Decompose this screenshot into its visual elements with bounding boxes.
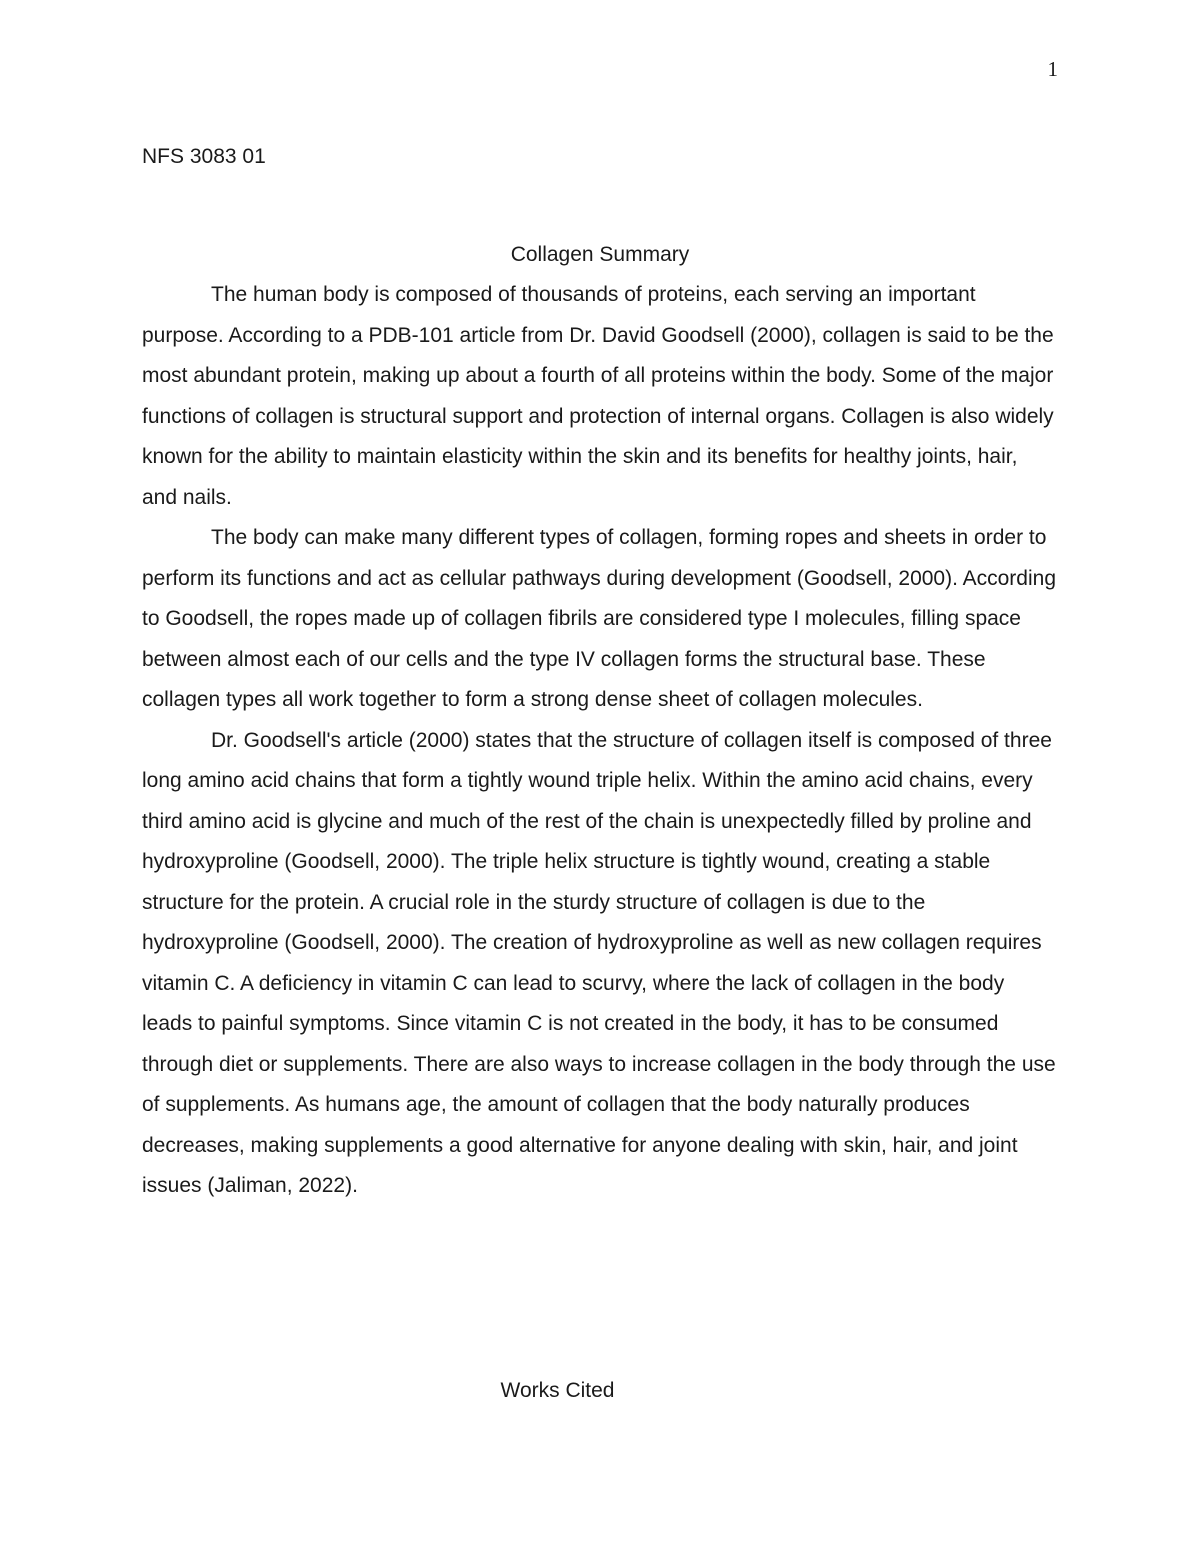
page-number: 1	[1047, 57, 1058, 81]
paragraph: The body can make many different types of collagen, forming ropes and sheets in order to perform its functions and act as cellular pathways during development (Goodsell, 2000). According to Goodsell, the ropes made up of collagen fibrils are considered type I molecules, filling space between almost each of our cells and the type IV collagen forms the structural base. These collagen types all work together to form a strong dense sheet of collagen molecules.	[142, 526, 1056, 711]
works-cited-heading: Works Cited	[500, 1379, 615, 1402]
paragraph: Dr. Goodsell's article (2000) states that the structure of collagen itself is composed of three long amino acid chains that form a tightly wound triple helix. Within the amino acid chains, every third amino acid is glycine and much of the rest of the chain is unexpectedly filled by proline and hydroxyproline (Goodsell, 2000). The triple helix structure is tightly wound, creating a stable structure for the protein. A crucial role in the sturdy structure of collagen is due to the hydroxyproline (Goodsell, 2000). The creation of hydroxyproline as well as new collagen requires vitamin C. A deficiency in vitamin C can lead to scurvy, where the lack of collagen in the body leads to painful symptoms. Since vitamin C is not created in the body, it has to be consumed through diet or supplements. There are also ways to increase collagen in the body through the use of supplements. As humans age, the amount of collagen that the body naturally produces decreases, making supplements a good alternative for anyone dealing with skin, hair, and joint issues (Jaliman, 2022).	[142, 728, 1056, 1197]
paragraph: The human body is composed of thousands of proteins, each serving an important purpose. According to a PDB-101 article from Dr. David Goodsell (2000), collagen is said to be the most abundant protein, making up about a fourth of all proteins within the body. Some of the major functions of collagen is structural support and protection of internal organs. Collagen is also widely known for the ability to maintain elasticity within the skin and its benefits for healthy joints, hair, and nails.	[142, 283, 1054, 509]
document-title: Collagen Summary	[510, 243, 690, 266]
course-code: NFS 3083 01	[142, 145, 266, 168]
body-text	[142, 275, 1058, 1207]
